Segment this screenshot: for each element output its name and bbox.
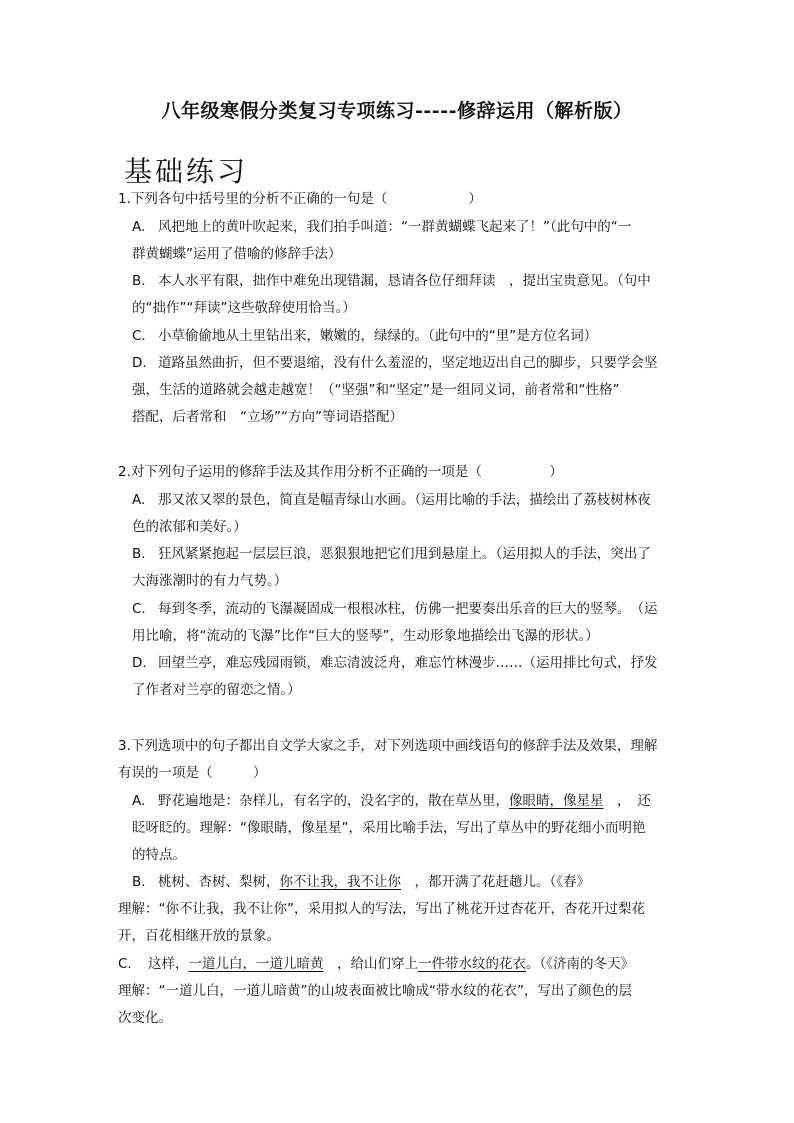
q3-option-c-explanation-cont: 次变化。 <box>118 1010 172 1026</box>
option-letter: D. <box>132 355 147 371</box>
question-2-stem: 2.对下列句子运用的修辞手法及其作用分析不正确的一项是（ ） <box>118 464 563 480</box>
q3-option-c-explanation: 理解：“一道儿白，一道儿暗黄”的山坡表面被比喻成“带水纹的花衣”，写出了颜色的层 <box>118 983 632 999</box>
q2-option-b <box>132 545 651 563</box>
q3-option-b <box>132 873 590 891</box>
option-letter: A. <box>132 219 146 235</box>
option-text: 每到冬季，流动的飞瀑凝固成一根根冰柱，仿佛一把要奏出乐音的巨大的竖琴。 （运 <box>158 601 658 617</box>
option-letter: C. <box>132 601 146 617</box>
q2-option-c <box>132 600 658 618</box>
question-3-stem: 3.下列选项中的句子都出自文学大家之手，对下列选项中画线语句的修辞手法及效果，理解 <box>118 738 658 754</box>
option-letter: A. <box>132 793 146 809</box>
option-text: 野花遍地是：杂样儿，有名字的，没名字的，散在草丛里， <box>158 793 509 809</box>
section-heading: 基础练习 <box>124 155 249 188</box>
option-text: 桃树、杏树、梨树， <box>158 874 280 890</box>
q2-option-b-cont: 大海涨潮时的有力气势。） <box>132 573 288 589</box>
option-text: 回望兰亭，难忘残园雨锁，难忘清波泛舟，难忘竹林漫步……（运用排比句式，抒发 <box>158 655 658 671</box>
q2-option-d <box>132 654 658 672</box>
option-text: 那又浓又翠的景色，简直是幅青绿山水画。（运用比喻的手法，描绘出了荔枝树林夜 <box>158 492 651 508</box>
option-letter: D. <box>132 655 147 671</box>
q3-option-a <box>132 792 651 810</box>
q2-option-c-cont: 用比喻，将“流动的飞瀑”比作“巨大的竖琴”，生动形象地描绘出飞瀑的形状。） <box>132 628 599 644</box>
option-letter: B. <box>132 546 146 562</box>
q3-option-a-cont: 的特点。 <box>132 847 186 863</box>
option-letter: B. <box>132 273 146 289</box>
underlined-phrase: 一件带水纹的花衣 <box>418 956 526 972</box>
page-title: 八年级寒假分类复习专项练习-----修辞运用（解析版） <box>161 100 633 122</box>
option-text: 。（《济南的冬天》 <box>526 956 634 972</box>
q3-option-a-cont: 眨呀眨的。理解：“像眼睛，像星星”，采用比喻手法，写出了草丛中的野花细小而明艳 <box>132 820 646 836</box>
underlined-phrase: 像眼睛，像星星 <box>509 793 604 809</box>
q1-option-d <box>132 354 658 372</box>
q3-option-b-explanation: 理解：“你不让我，我不让你”，采用拟人的写法，写出了桃花开过杏花开，杏花开过梨花 <box>118 901 645 917</box>
option-letter: C. <box>118 956 132 972</box>
option-text: 这样， <box>148 956 189 972</box>
q2-option-a-cont: 色的浓郁和美好。） <box>132 519 247 535</box>
option-text: 狂风紧紧抱起一层层巨浪，恶狠狠地把它们甩到悬崖上。（运用拟人的手法，突出了 <box>158 546 651 562</box>
option-letter: A. <box>132 492 146 508</box>
q1-option-d-cont: 搭配，后者常和 “立场”“方向”等词语搭配） <box>132 409 403 425</box>
q2-option-a <box>132 491 651 509</box>
option-letter: C. <box>132 328 146 344</box>
option-text: ，给山们穿上 <box>323 956 418 972</box>
q1-option-d-cont: 强，生活的道路就会越走越宽！（“坚强”和“坚定”是一组同义词，前者常和“性格” <box>132 382 620 398</box>
option-text: 本人水平有限，拙作中难免出现错漏，恳请各位仔细拜读 ，提出宝贵意见。（句中 <box>158 273 651 289</box>
option-text: 风把地上的黄叶吹起来，我们拍手叫道：“一群黄蝴蝶飞起来了！”（此句中的“一 <box>158 219 632 235</box>
question-1-stem: 1.下列各句中括号里的分析不正确的一句是（ ） <box>118 191 482 207</box>
option-text: 道路虽然曲折，但不要退缩，没有什么羞涩的，坚定地迈出自己的脚步，只要学会坚 <box>158 355 658 371</box>
underlined-phrase: 一道儿白，一道儿暗黄 <box>188 956 324 972</box>
q1-option-b <box>132 272 651 290</box>
question-3-stem-cont: 有误的一项是（ ） <box>118 765 267 781</box>
q3-option-c <box>118 955 634 973</box>
option-text: ， 还 <box>603 793 651 809</box>
option-text: 小草偷偷地从土里钻出来，嫩嫩的，绿绿的。（此句中的“里”是方位名词） <box>158 328 598 344</box>
option-letter: B. <box>132 874 146 890</box>
q3-option-b-explanation-cont: 开，百花相继开放的景象。 <box>118 928 280 944</box>
q1-option-b-cont: 的“拙作”“拜读”这些敬辞使用恰当。） <box>132 300 356 316</box>
q1-option-c <box>132 327 597 345</box>
q1-option-a-cont: 群黄蝴蝶”运用了借喻的修辞手法） <box>132 246 342 262</box>
option-text: ，都开满了花赶趟儿。（《春》 <box>401 874 590 890</box>
q2-option-d-cont: 了作者对兰亭的留恋之情。） <box>132 682 301 698</box>
q1-option-a <box>132 218 631 236</box>
underlined-phrase: 你不让我，我不让你 <box>279 874 401 890</box>
